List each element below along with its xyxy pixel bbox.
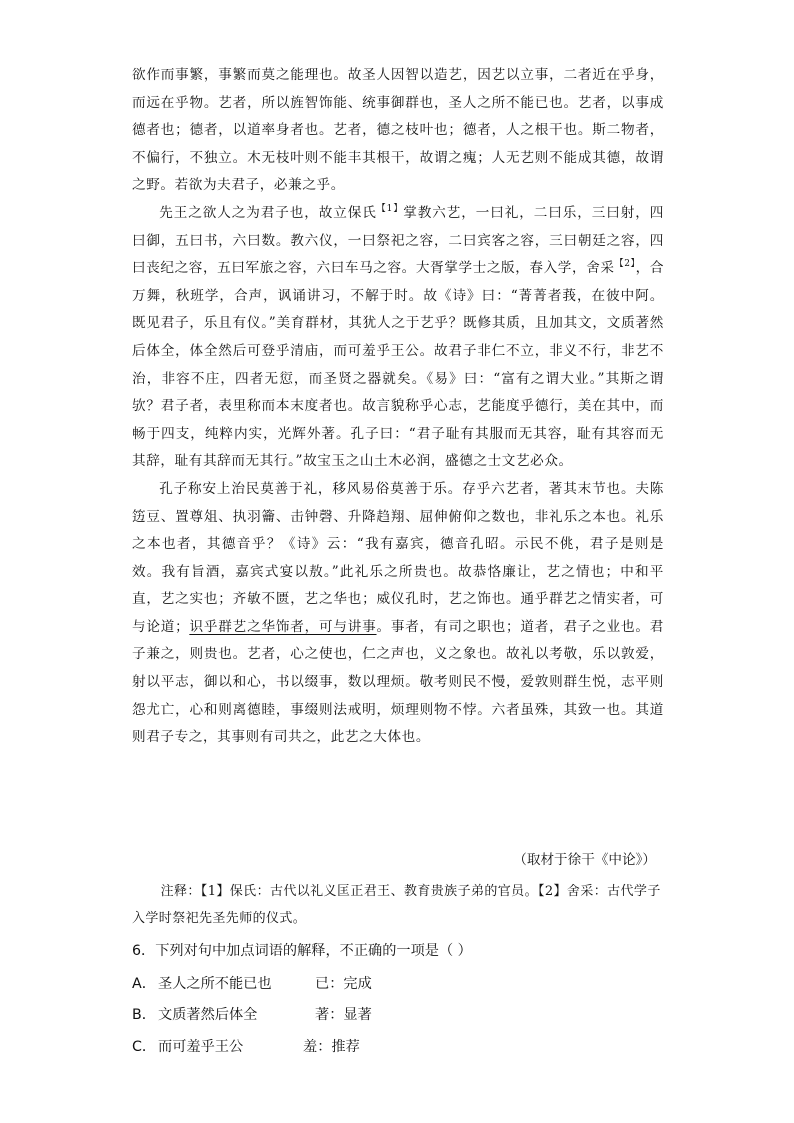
footnote-ref-1: 【1】	[376, 203, 404, 214]
reading-passage	[132, 62, 664, 752]
option-gloss: 羞：推荐	[303, 1039, 360, 1055]
paragraph-2-part-c: ，合万舞，秋班学，合声，讽诵讲习，不解于时。故《诗》曰：“菁菁者莪，在彼中阿。既见君子，乐且有仪。”美育群材，其犹人之于艺乎？既修其质，且加其文，文质著然后体全，体全然后可登乎清庙，而可羞乎王公。故君子非仁不立，非义不行，非艺不治，非容不庄，四者无愆，而圣贤之器就矣。《易》曰：“富有之谓大业。”其斯之谓欤？君子者，表里称而本末度者也。故言貌称乎心志，艺能度乎德行，美在其中，而畅于四支，纯粹内实，光辉外著。孔子曰：“君子耻有其服而无其容，耻有其容而无其辞，耻有其辞而无其行。”故宝玉之山土木必润，盛德之士文艺必众。	[132, 260, 665, 470]
source-attribution: （取材于徐干《中论》）	[513, 852, 656, 868]
paragraph-3-part-b: 。事者，有司之职也；道者，君子之业也。君子兼之，则贵也。艺者，心之使也，仁之声也，义之象也。故礼以考敬，乐以敦爱，射以平志，御以和心，书以缀事，数以理烦。敬考则民不慢，爱敦则群生悦，志平则怨尤亡，心和则离德睦，事缀则法戒明，烦理则物不悖。六者虽殊，其致一也。其道则君子专之，其事则有司共之，此艺之大体也。	[132, 618, 664, 746]
question-6-stem: 6．下列对句中加点词语的解释，不正确的一项是（ ）	[132, 943, 472, 959]
option-letter: B．	[132, 1007, 156, 1023]
option-gloss: 已：完成	[315, 976, 372, 992]
option-letter: A．	[132, 976, 156, 992]
underlined-sentence: 识乎群艺之华饰者，可与讲事	[189, 618, 377, 635]
footnote-ref-2: 【2】	[614, 259, 636, 270]
option-c[interactable]	[132, 1036, 692, 1056]
option-b[interactable]	[132, 1004, 692, 1024]
option-letter: C．	[132, 1039, 157, 1055]
paragraph-2	[132, 200, 664, 476]
paragraph-1: 欲作而事繁，事繁而莫之能理也。故圣人因智以造艺，因艺以立事，二者近在乎身，而远在乎物。艺者，所以旌智饰能、统事御群也，圣人之所不能已也。艺者，以事成德者也；德者，以道率身者也。艺者，德之枝叶也；德者，人之根干也。斯二物者，不偏行，不独立。木无枝叶则不能丰其根干，故谓之瘣；人无艺则不能成其德，故谓之野。若欲为夫君子，必兼之乎。	[132, 67, 664, 194]
footnotes: 注释：【1】保氏：古代以礼义匡正君王、教育贵族子弟的官员。【2】舍采：古代学子入学时祭祀先圣先师的仪式。	[132, 884, 661, 926]
option-a[interactable]	[132, 973, 692, 993]
paragraph-3-part-a: 孔子称安上治民莫善于礼，移风易俗莫善于乐。存乎六艺者，著其末节也。夫陈笾豆、置尊俎、执羽籥、击钟磬、升降趋翔、屈伸俯仰之数也，非礼乐之本也。礼乐之本也者，其德音乎？《诗》云：“我有嘉宾，德音孔昭。示民不佻，君子是则是效。我有旨酒，嘉宾式宴以敖。”此礼乐之所贵也。故恭恪廉让，艺之情也；中和平直，艺之实也；齐敏不匮，艺之华也；威仪孔时，艺之饰也。通乎群艺之情实者，可与论道；	[132, 480, 664, 635]
option-phrase: 圣人之所不能已也	[158, 976, 272, 992]
option-phrase: 而可羞乎王公	[158, 1039, 244, 1055]
paragraph-3	[132, 476, 664, 752]
paragraph-2-part-a: 先王之欲人之为君子也，故立保氏	[159, 204, 377, 221]
paragraph-2-part-b: 掌教六艺，一曰礼，二曰乐，三曰射，四曰御，五曰书，六曰数。教六仪，一曰祭祀之容，二曰宾客之容，三曰朝廷之容，四曰丧纪之容，五曰军旅之容，六曰车马之容。大胥掌学士之版，春入学，舍采	[132, 204, 665, 277]
option-gloss: 著：显著	[315, 1007, 372, 1023]
option-phrase: 文质著然后体全	[158, 1007, 258, 1023]
